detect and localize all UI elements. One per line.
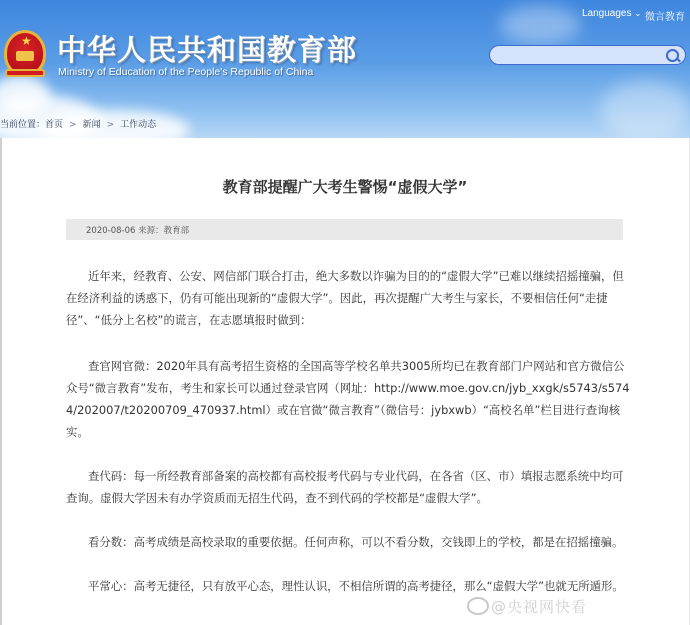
article-paragraph: 看分数：高考成绩是高校录取的重要依据。任何声称，可以不看分数，交钱即上的学校，都是在招摇撞骗。: [88, 535, 624, 549]
site-subtitle: Ministry of Education of the People's Republic of China: [58, 66, 314, 78]
search-box[interactable]: [489, 45, 686, 65]
article-paragraph: 平常心：高考无捷径，只有放平心态，理性认识，不相信所谓的高考捷径，那么“虚假大学”也就无所遁形。: [88, 579, 624, 593]
breadcrumb-label: 当前位置：: [0, 120, 46, 130]
breadcrumb-work-updates[interactable]: 工作动态: [120, 120, 157, 130]
breadcrumb: [0, 117, 162, 130]
dandelion-decoration: [600, 80, 690, 138]
watermark-text: @央视网快看: [491, 598, 588, 616]
weibo-icon: [467, 597, 489, 615]
article-paragraph: 查代码：每一所经教育部备案的高校都有高校报考代码与专业代码，在各省（区、市）填报志愿系统中均可查询。虚假大学因未有办学资质而无招生代码，查不到代码的学校都是“虚假大学”。: [66, 469, 624, 505]
breadcrumb-home[interactable]: 首页: [45, 120, 64, 130]
article-meta-bar: [66, 219, 623, 240]
article-source: 来源：教育部: [138, 226, 190, 236]
site-title[interactable]: 中华人民共和国教育部: [57, 33, 358, 67]
site-header: [0, 0, 690, 138]
article-paragraph: 查官网官微：2020年具有高考招生资格的全国高等学校名单共3005所均已在教育部门户网站和官方微信公众号“微言教育”发布，考生和家长可以通过登录官网（网址：http://www.moe.gov.cn/jyb_xxgk/s5743/s5744/202007/t20200709_470937.html）或在官微“微言教育”（微信号：jybxwb）“高校名单”栏目进行查询核实。: [66, 359, 630, 439]
article-title: 教育部提醒广大考生警惕“虚假大学”: [222, 178, 468, 196]
breadcrumb-separator: >: [69, 120, 77, 130]
article-meta: [86, 224, 189, 236]
star-icon: ★: [21, 34, 32, 48]
dandelion-decoration: [500, 5, 580, 45]
wechat-link[interactable]: 微言教育: [645, 12, 685, 23]
languages-dropdown[interactable]: [582, 8, 641, 19]
search-input[interactable]: [498, 48, 662, 64]
search-icon[interactable]: [666, 49, 679, 62]
article-date: 2020-08-06: [86, 226, 136, 236]
languages-label: Languages: [582, 8, 632, 19]
breadcrumb-news[interactable]: 新闻: [82, 120, 101, 130]
chevron-down-icon: ⌄: [634, 9, 642, 18]
article-paragraph: 近年来，经教育、公安、网信部门联合打击，绝大多数以诈骗为目的的“虚假大学”已难以继续招摇撞骗，但在经济利益的诱惑下，仍有可能出现新的“虚假大学”。因此，再次提醒广大考生与家长，不要相信任何“走捷径”、“低分上名校”的谎言，在志愿填报时做到：: [66, 269, 624, 327]
tiananmen-icon: [16, 51, 34, 61]
breadcrumb-separator: >: [106, 120, 115, 130]
ribbon-icon: [5, 69, 45, 77]
national-emblem-logo[interactable]: [4, 30, 46, 76]
